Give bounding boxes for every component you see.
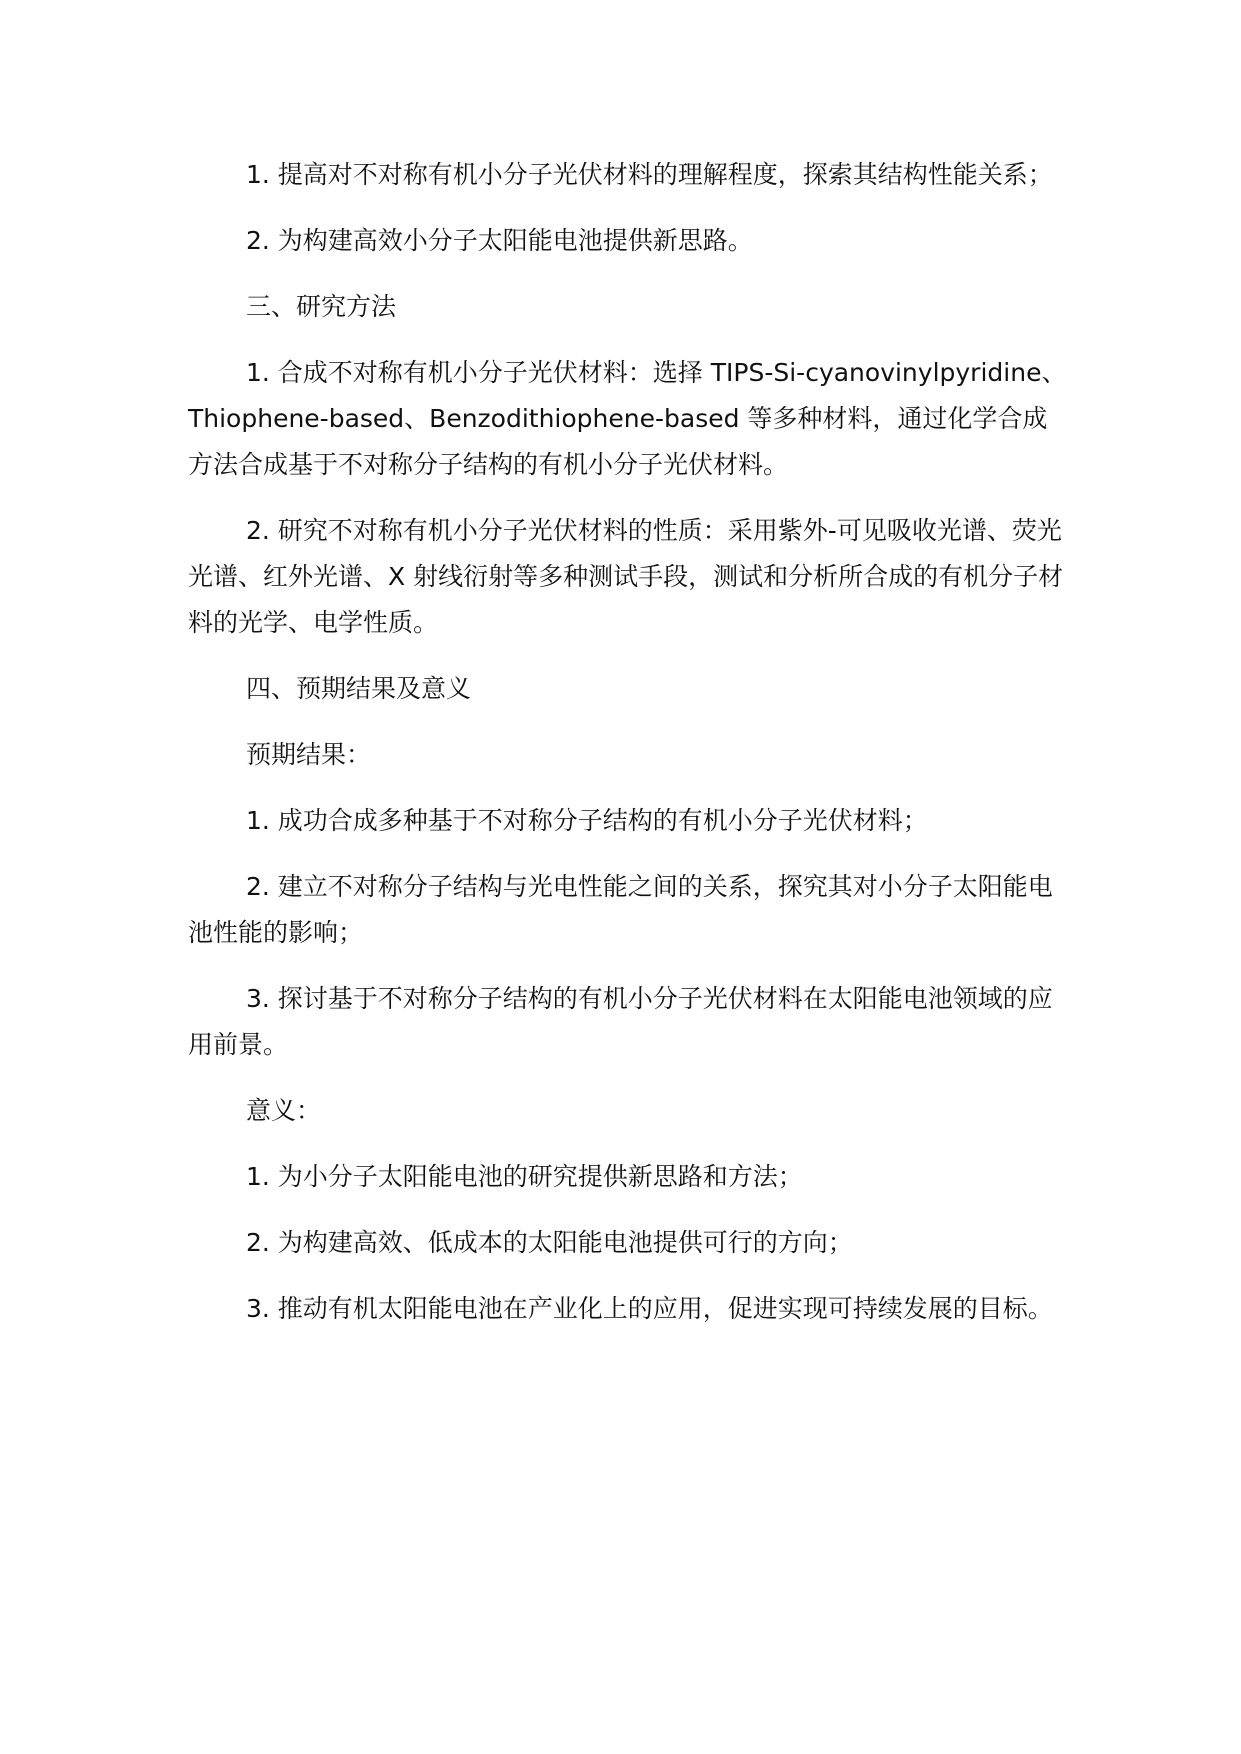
section-heading-expected-results: 四、预期结果及意义 — [246, 674, 472, 703]
paragraph-significance-research: 1. 为小分子太阳能电池的研究提供新思路和方法； — [246, 1162, 803, 1191]
paragraph-goal-new-ideas: 2. 为构建高效小分子太阳能电池提供新思路。 — [246, 226, 753, 255]
paragraph-result-application: 3. 探讨基于不对称分子结构的有机小分子光伏材料在太阳能电池领域的应用前景。 — [188, 984, 1053, 1059]
section-heading-research-methods: 三、研究方法 — [246, 292, 397, 321]
paragraph-significance-industry: 3. 推动有机太阳能电池在产业化上的应用，促进实现可持续发展的目标。 — [246, 1294, 1053, 1323]
paragraph-method-properties: 2. 研究不对称有机小分子光伏材料的性质：采用紫外-可见吸收光谱、荧光光谱、红外光谱、X 射线衍射等多种测试手段，测试和分析所合成的有机分子材料的光学、电学性质。 — [188, 516, 1064, 637]
paragraph-result-relationship: 2. 建立不对称分子结构与光电性能之间的关系，探究其对小分子太阳能电池性能的影响； — [188, 872, 1053, 947]
paragraph-goal-understanding: 1. 提高对不对称有机小分子光伏材料的理解程度，探索其结构性能关系； — [246, 160, 1053, 189]
document-body — [188, 152, 1068, 1352]
subheading-expected-results: 预期结果： — [246, 740, 372, 769]
paragraph-significance-low-cost: 2. 为构建高效、低成本的太阳能电池提供可行的方向； — [246, 1228, 853, 1257]
paragraph-result-synthesis: 1. 成功合成多种基于不对称分子结构的有机小分子光伏材料； — [246, 806, 928, 835]
paragraph-method-synthesis: 1. 合成不对称有机小分子光伏材料：选择 TIPS-Si-cyanovinylpyridine、Thiophene-based、Benzodithiophene-based 等多种材料，通过化学合成方法合成基于不对称分子结构的有机小分子光伏材料。 — [188, 358, 1067, 479]
subheading-significance: 意义： — [246, 1096, 322, 1125]
